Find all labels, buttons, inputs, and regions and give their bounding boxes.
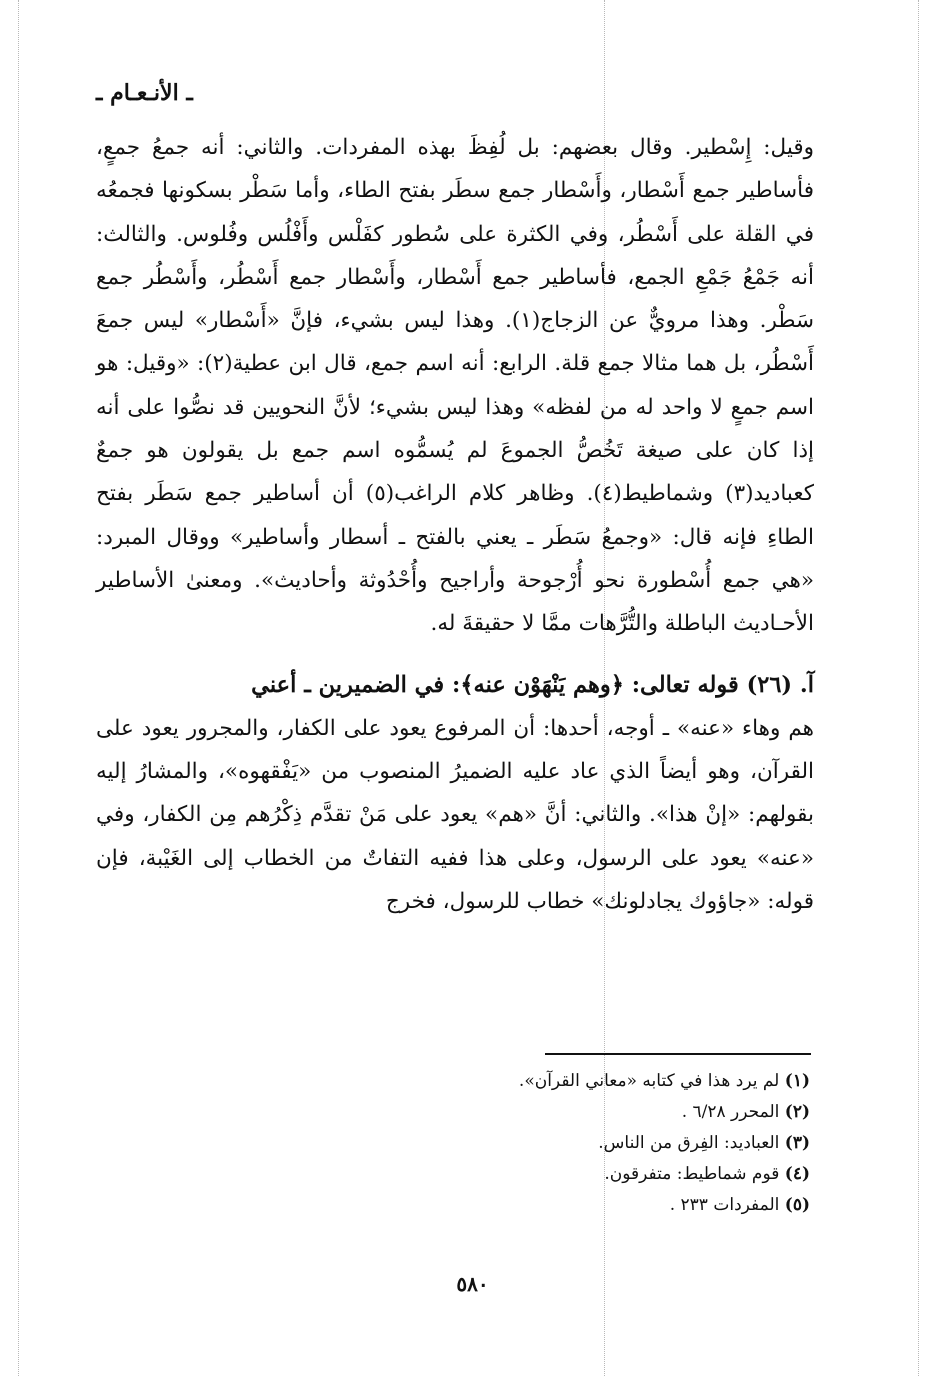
- footnote-item: [330, 1097, 810, 1128]
- footnote-text: المفردات ٢٣٣ .: [669, 1195, 780, 1215]
- footnote-text: العباديد: الفِرق من الناس.: [598, 1133, 780, 1153]
- footnote-number: (٣): [784, 1133, 810, 1153]
- footnote-number: (١): [784, 1071, 810, 1091]
- footnote-number: (٥): [784, 1195, 810, 1215]
- running-header: ـ الأنـعـام ـ: [96, 80, 193, 106]
- footnote-item: [330, 1128, 810, 1159]
- footnote-text: قوم شماطيط: متفرقون.: [604, 1164, 780, 1184]
- footnote-separator: [545, 1053, 811, 1055]
- footnote-text: لم يرد هذا في كتابه «معاني القرآن».: [518, 1071, 780, 1091]
- verse-heading-line: آ. (٢٦) قوله تعالى: ﴿وهم يَنْهَوْن عنه﴾: في الضميرين ـ أعني: [251, 671, 814, 698]
- scan-fold-right: [918, 0, 919, 1376]
- scan-fold-left: [18, 0, 19, 1376]
- body-paragraph-after-verse: هم وهاء «عنه» ـ أوجه، أحدها: أن المرفوع يعود على الكفار، والمجرور يعود على القرآن، وهو أيضاً الذي عاد عليه الضميرُ المنصوب من «يَفْقهوه»، والمشارُ إليه بقولهم: «إنْ هذا». والثاني: أنَّ «هم» يعود على مَنْ تقدَّم ذِكْرُهم مِن الكفار، وفي «عنه» يعود على الرسول، وعلى هذا ففيه التفاتٌ من الخطاب إلى الغَيْبة، فإن قوله: «جاؤوك يجادلونك» خطاب للرسول، فخرج: [96, 715, 814, 915]
- footnote-item: [330, 1159, 810, 1190]
- main-text: [96, 126, 814, 923]
- footnote-number: (٤): [784, 1164, 810, 1184]
- footnote-item: [330, 1190, 810, 1221]
- footnotes: [330, 1066, 810, 1221]
- body-paragraph: وقيل: إِسْطير. وقال بعضهم: بل لُفِظَ بهذه المفردات. والثاني: أنه جمعُ جمعٍ، فأساطير جمع أَسْطار، وأَسْطار جمع سطَر بفتح الطاء، وأما سَطْر بسكونها فجمعُه في القلة على أَسْطُر، وفي الكثرة على سُطور كفَلْس وأَفْلُس وفُلوس. والثالث: أنه جَمْعُ جَمْعِ الجمع، فأساطير جمع أَسْطار، وأَسْطار جمع أَسْطُر، وأَسْطُر جمع سَطْر. وهذا مرويٌّ عن الزجاج(١). وهذا ليس بشيء، فإنَّ «أَسْطار» ليس جمعَ أَسْطُر، بل هما مثالا جمع قلة. الرابع: أنه اسم جمع، قال ابن عطية(٢): «وقيل: هو اسم جمعٍ لا واحد له من لفظه» وهذا ليس بشيء؛ لأنَّ النحويين قد نصُّوا على أنه إذا كان على صيغة تَخُصُّ الجموعَ لم يُسمُّوه اسم جمع بل يقولون هو جمعٌ كعباديد(٣) وشماطيط(٤). وظاهر كلام الراغب(٥) أن أساطير جمع سَطَر بفتح الطاءِ فإنه قال: «وجمعُ سَطَر ـ يعني بالفتح ـ أسطار وأساطير» ووقال المبرد: «هي جمع أُسْطورة نحو أُرْجوحة وأراجيح وأُحْدُوثة وأحاديث». ومعنىٰ الأساطير الأحـاديث الباطلة والتُّرَّهات ممَّا لا حقيقةَ له.: [96, 135, 815, 637]
- footnote-number: (٢): [784, 1102, 810, 1122]
- page-number: ٥٨٠: [456, 1272, 489, 1296]
- footnote-text: المحرر ٦/٢٨ .: [681, 1102, 780, 1122]
- footnote-item: [330, 1066, 810, 1097]
